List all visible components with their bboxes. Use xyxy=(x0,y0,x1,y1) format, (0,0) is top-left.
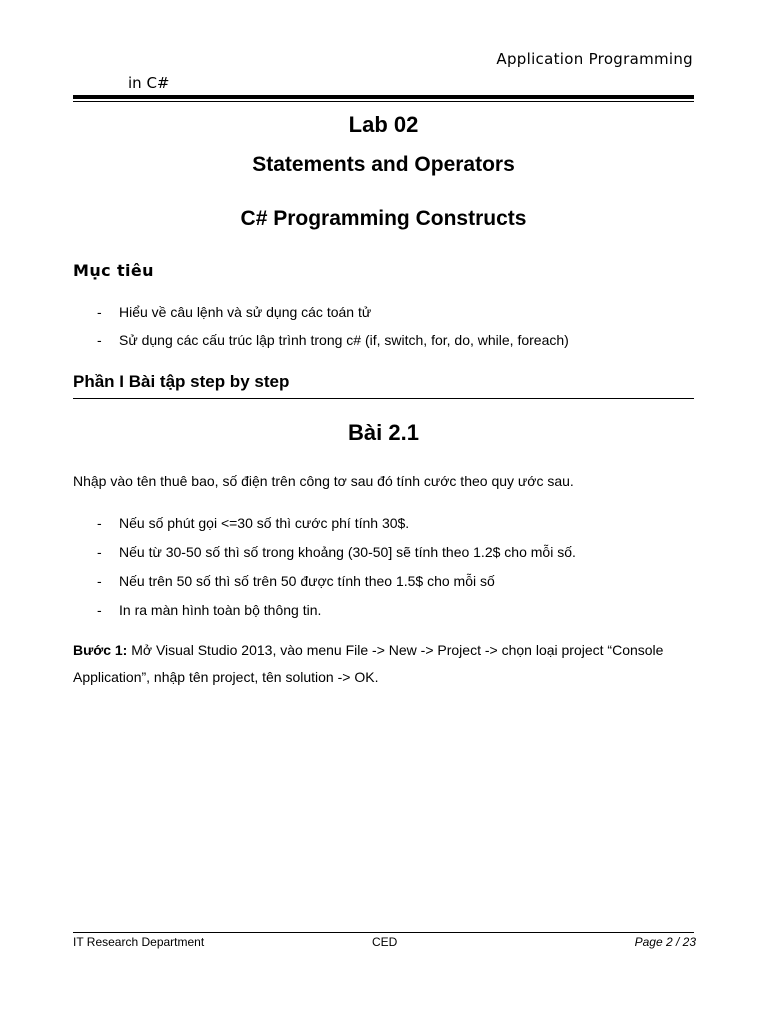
header-subtitle: in C# xyxy=(128,74,170,92)
bullet-dash: - xyxy=(97,544,102,560)
list-item xyxy=(97,509,576,538)
footer-department: IT Research Department xyxy=(73,935,205,949)
objective-text: Sử dụng các cấu trúc lập trình trong c# (if, switch, for, do, while, foreach) xyxy=(119,332,569,348)
rule-text: Nếu từ 30-50 số thì số trong khoảng (30-50] sẽ tính theo 1.2$ cho mỗi số. xyxy=(119,544,576,560)
part1-heading: Phần I Bài tập step by step xyxy=(73,372,290,391)
bullet-dash: - xyxy=(97,573,102,589)
exercise-title: Bài 2.1 xyxy=(348,420,419,445)
objective-text: Hiểu về câu lệnh và sử dụng các toán tử xyxy=(119,304,372,320)
exercise-intro: Nhập vào tên thuê bao, số điện trên công tơ sau đó tính cước theo quy ước sau. xyxy=(73,473,574,489)
step1-paragraph xyxy=(73,637,694,691)
bullet-dash: - xyxy=(97,602,102,618)
objectives-list xyxy=(97,298,569,354)
footer-center: CED xyxy=(372,935,398,949)
list-item xyxy=(97,298,569,326)
header-rule-thin xyxy=(73,101,694,102)
list-item xyxy=(97,596,576,625)
list-item xyxy=(97,326,569,354)
bullet-dash: - xyxy=(97,332,102,348)
rule-text: Nếu trên 50 số thì số trên 50 được tính theo 1.5$ cho mỗi số xyxy=(119,573,495,589)
rule-text: In ra màn hình toàn bộ thông tin. xyxy=(119,602,322,618)
footer-rule xyxy=(73,932,694,933)
list-item xyxy=(97,567,576,596)
lab-title: Lab 02 xyxy=(348,112,419,137)
bullet-dash: - xyxy=(97,515,102,531)
lab-subtitle: Statements and Operators xyxy=(252,153,515,176)
rule-text: Nếu số phút gọi <=30 số thì cước phí tính 30$. xyxy=(119,515,410,531)
step1-text: Mở Visual Studio 2013, vào menu File -> New -> Project -> chọn loại project “Console Application”, nhập tên project, tên solution -> OK. xyxy=(73,642,664,685)
rules-list xyxy=(97,509,576,625)
header-title: Application Programming xyxy=(496,50,693,68)
list-item xyxy=(97,538,576,567)
bullet-dash: - xyxy=(97,304,102,320)
header-rule-thick xyxy=(73,95,694,99)
step1-label: Bước 1: xyxy=(73,642,128,658)
objectives-heading: Mục tiêu xyxy=(73,261,154,280)
lab-topic: C# Programming Constructs xyxy=(240,207,527,230)
part1-rule xyxy=(73,398,694,399)
footer-page-number: Page 2 / 23 xyxy=(634,935,696,949)
